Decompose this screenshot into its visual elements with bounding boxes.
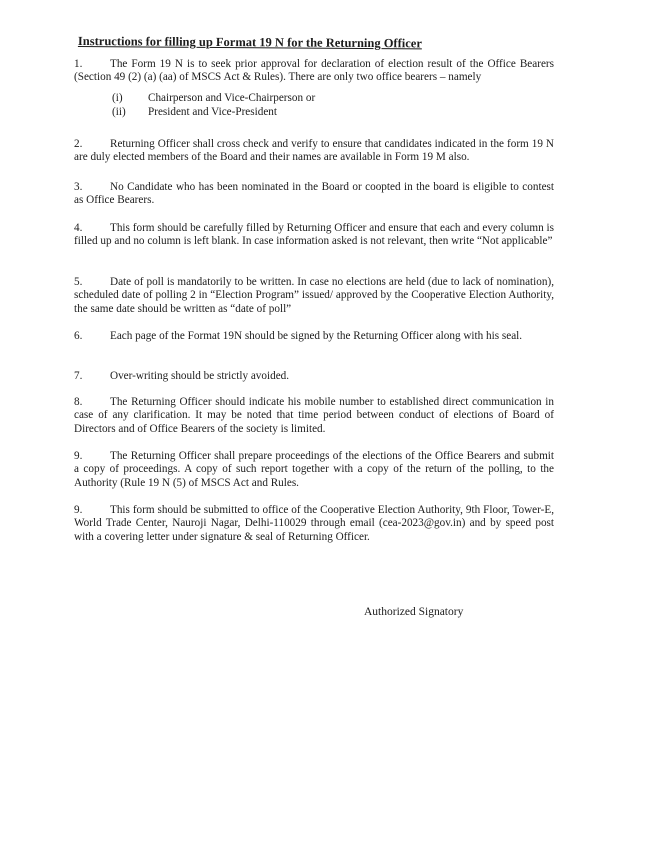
item-text: Over-writing should be strictly avoided. <box>110 370 290 382</box>
item-text: Returning Officer shall cross check and verify to ensure that candidates indicated in the form 19 N are duly elected members of the Board and their names are available in Form 19 M also. <box>74 138 554 164</box>
sub-item-ii <box>112 106 277 119</box>
item-number: 9. <box>74 504 83 516</box>
instruction-item-8 <box>74 396 554 436</box>
item-text: The Returning Officer shall prepare proceedings of the elections of the Office Bearers and submit a copy of proceedings. A copy of such report together with a copy of the return of the polling, to the Authority (Rule 19 N (5) of MSCS Act and Rules. <box>74 450 554 489</box>
item-number: 3. <box>74 181 83 193</box>
item-text: This form should be carefully filled by Returning Officer and ensure that each and every column is filled up and no column is left blank. In case information asked is not relevant, then write “Not applicable” <box>74 222 554 248</box>
item-text: No Candidate who has been nominated in the Board or coopted in the board is eligible to contest as Office Bearers. <box>74 181 554 207</box>
item-number: 6. <box>74 330 83 342</box>
instruction-item-9 <box>74 450 554 490</box>
sub-item-text: President and Vice-President <box>148 106 277 118</box>
item-number: 2. <box>74 138 83 150</box>
item-number: 5. <box>74 276 83 288</box>
sub-item-text: Chairperson and Vice-Chairperson or <box>148 92 316 104</box>
item-text: Date of poll is mandatorily to be written. In case no elections are held (due to lack of nomination), scheduled date of polling 2 in “Election Program” issued/ approved by the Cooperative Election Authority, the same date should be written as “date of poll” <box>74 276 554 315</box>
instruction-item-10 <box>74 504 554 544</box>
item-number: 4. <box>74 222 83 234</box>
item-text: This form should be submitted to office of the Cooperative Election Authority, 9th Floor, Tower-E, World Trade Center, Nauroji Nagar, Delhi-110029 through email (cea-2023@gov.in) and by speed post with a covering letter under signature & seal of Returning Officer. <box>74 504 554 543</box>
authorized-signatory: Authorized Signatory <box>364 606 464 618</box>
item-number: 9. <box>74 450 83 462</box>
item-number: 7. <box>74 370 83 382</box>
sub-item-i <box>112 92 315 105</box>
sub-item-number: (ii) <box>112 106 126 118</box>
instruction-item-2 <box>74 138 554 165</box>
item-number: 1. <box>74 58 83 70</box>
item-text: The Returning Officer should indicate his mobile number to established direct communication in case of any clarification. It may be noted that time period between conduct of elections of Board of Directors and of Office Bearers of the society is limited. <box>74 396 554 435</box>
instruction-item-5 <box>74 276 554 316</box>
instruction-item-4 <box>74 222 554 249</box>
document-title: Instructions for filling up Format 19 N for the Returning Officer <box>77 34 422 51</box>
instruction-item-3 <box>74 181 554 208</box>
instruction-item-1 <box>74 58 554 85</box>
instruction-item-7 <box>74 370 554 383</box>
instruction-item-6 <box>74 330 554 343</box>
item-text: The Form 19 N is to seek prior approval for declaration of election result of the Office Bearers (Section 49 (2) (a) (aa) of MSCS Act & Rules). There are only two office bearers – namely <box>74 58 554 84</box>
item-text: Each page of the Format 19N should be signed by the Returning Officer along with his seal. <box>110 330 523 342</box>
sub-item-number: (i) <box>112 92 123 104</box>
item-number: 8. <box>74 396 83 408</box>
